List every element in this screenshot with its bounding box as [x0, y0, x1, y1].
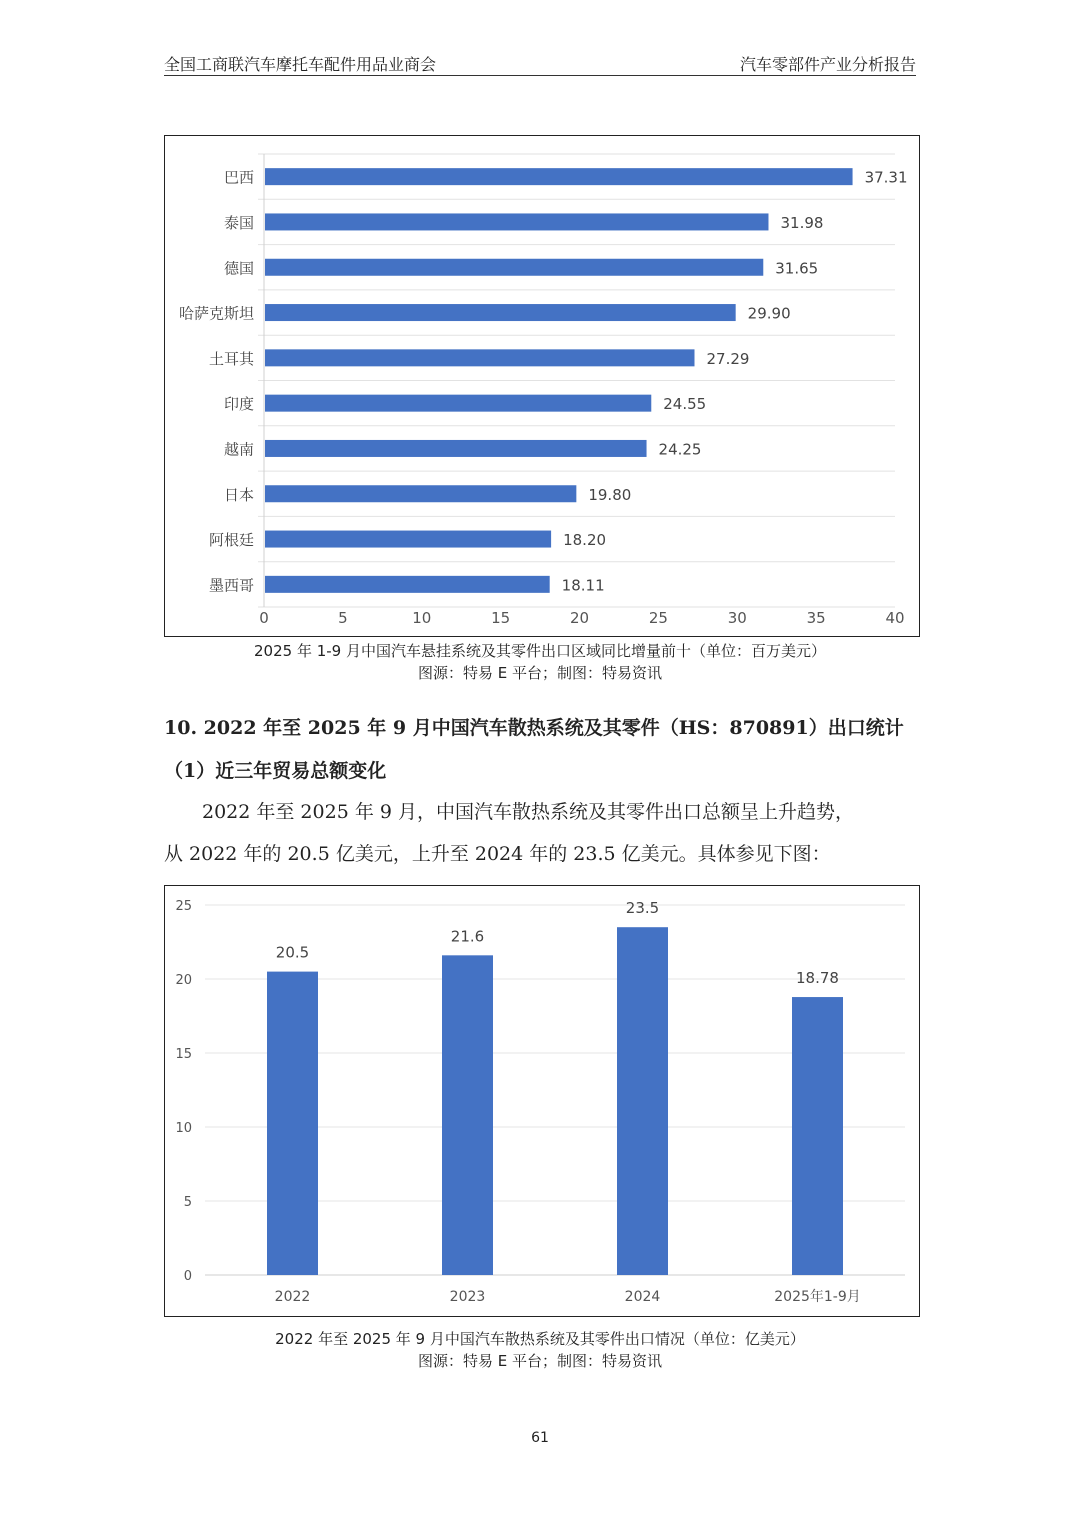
paragraph-line-2: 从 2022 年的 20.5 亿美元，上升至 2024 年的 23.5 亿美元。具体参见下图：: [164, 843, 831, 865]
x-tick-label: 2023: [449, 1289, 486, 1305]
bar: [265, 531, 551, 548]
data-label: 19.80: [588, 485, 632, 504]
data-label: 20.5: [275, 943, 310, 962]
x-tick-label: 0: [259, 609, 269, 627]
x-tick-label: 5: [338, 609, 348, 627]
header-org: 全国工商联汽车摩托车配件用品业商会: [164, 55, 437, 74]
category-label: 土耳其: [208, 349, 254, 368]
bar: [442, 955, 493, 1275]
chart2-svg: [165, 886, 919, 1316]
x-tick-label: 15: [491, 609, 511, 627]
page-number: 61: [531, 1430, 549, 1446]
bar: [265, 168, 853, 185]
data-label: 37.31: [864, 168, 908, 187]
category-label: 哈萨克斯坦: [178, 304, 254, 323]
data-label: 18.78: [796, 969, 839, 988]
bar: [617, 927, 668, 1275]
x-tick-label: 2022: [274, 1289, 311, 1305]
section-heading: 10. 2022 年至 2025 年 9 月中国汽车散热系统及其零件（HS：870891）出口统计: [164, 717, 904, 739]
data-label: 18.20: [563, 531, 607, 550]
category-label: 巴西: [223, 168, 254, 187]
data-label: 24.25: [658, 440, 702, 459]
bar: [265, 395, 651, 412]
chart1-caption-source: 图源：特易 E 平台；制图：特易资讯: [417, 664, 662, 682]
category-label: 日本: [223, 485, 254, 504]
data-label: 23.5: [625, 899, 660, 918]
y-tick-label: 5: [183, 1195, 192, 1210]
x-tick-label: 30: [727, 609, 747, 627]
chart2-caption: [164, 1328, 916, 1372]
y-tick-label: 20: [175, 973, 192, 988]
y-tick-label: 25: [175, 899, 192, 914]
bar: [265, 213, 768, 230]
data-label: 27.29: [706, 349, 750, 368]
chart-export-growth-top10: [164, 135, 920, 637]
x-tick-label: 20: [569, 609, 590, 627]
x-tick-label: 10: [412, 609, 432, 627]
header-rule: [164, 75, 916, 76]
bar: [265, 349, 694, 366]
category-label: 泰国: [223, 213, 254, 232]
bar: [267, 972, 318, 1275]
paragraph-line-1: 2022 年至 2025 年 9 月，中国汽车散热系统及其零件出口总额呈上升趋势，: [202, 801, 854, 823]
chart-cooling-export-yearly: [164, 885, 920, 1317]
bar: [265, 440, 647, 457]
y-tick-label: 10: [175, 1121, 192, 1136]
section-subheading: （1）近三年贸易总额变化: [164, 760, 387, 782]
category-label: 墨西哥: [208, 576, 254, 595]
data-label: 21.6: [450, 927, 485, 946]
bar: [265, 259, 763, 276]
category-label: 阿根廷: [208, 531, 254, 550]
y-tick-label: 0: [183, 1269, 192, 1284]
bar: [792, 997, 843, 1275]
bar: [265, 485, 576, 502]
chart2-caption-source: 图源：特易 E 平台；制图：特易资讯: [417, 1352, 662, 1370]
chart1-caption-title: 2025 年 1-9 月中国汽车悬挂系统及其零件出口区域同比增量前十（单位：百万美元）: [254, 642, 826, 660]
chart2-caption-title: 2022 年至 2025 年 9 月中国汽车散热系统及其零件出口情况（单位：亿美元）: [275, 1330, 805, 1348]
x-tick-label: 25: [648, 609, 668, 627]
bar: [265, 304, 736, 321]
y-tick-label: 15: [175, 1047, 192, 1062]
chart1-svg: [165, 136, 919, 636]
header-report-title: 汽车零部件产业分析报告: [739, 55, 916, 74]
data-label: 31.65: [775, 259, 819, 278]
data-label: 18.11: [561, 576, 605, 595]
category-label: 印度: [223, 395, 254, 414]
section-paragraph: [164, 791, 916, 875]
category-label: 德国: [223, 259, 254, 278]
bar: [265, 576, 550, 593]
x-tick-label: 2024: [624, 1289, 661, 1305]
x-tick-label: 40: [885, 609, 905, 627]
data-label: 31.98: [780, 213, 824, 232]
data-label: 24.55: [663, 395, 707, 414]
category-label: 越南: [223, 440, 254, 459]
chart1-caption: [164, 640, 916, 684]
data-label: 29.90: [747, 304, 791, 323]
x-tick-label: 35: [806, 609, 826, 627]
x-tick-label: 2025年1-9月: [774, 1289, 861, 1305]
